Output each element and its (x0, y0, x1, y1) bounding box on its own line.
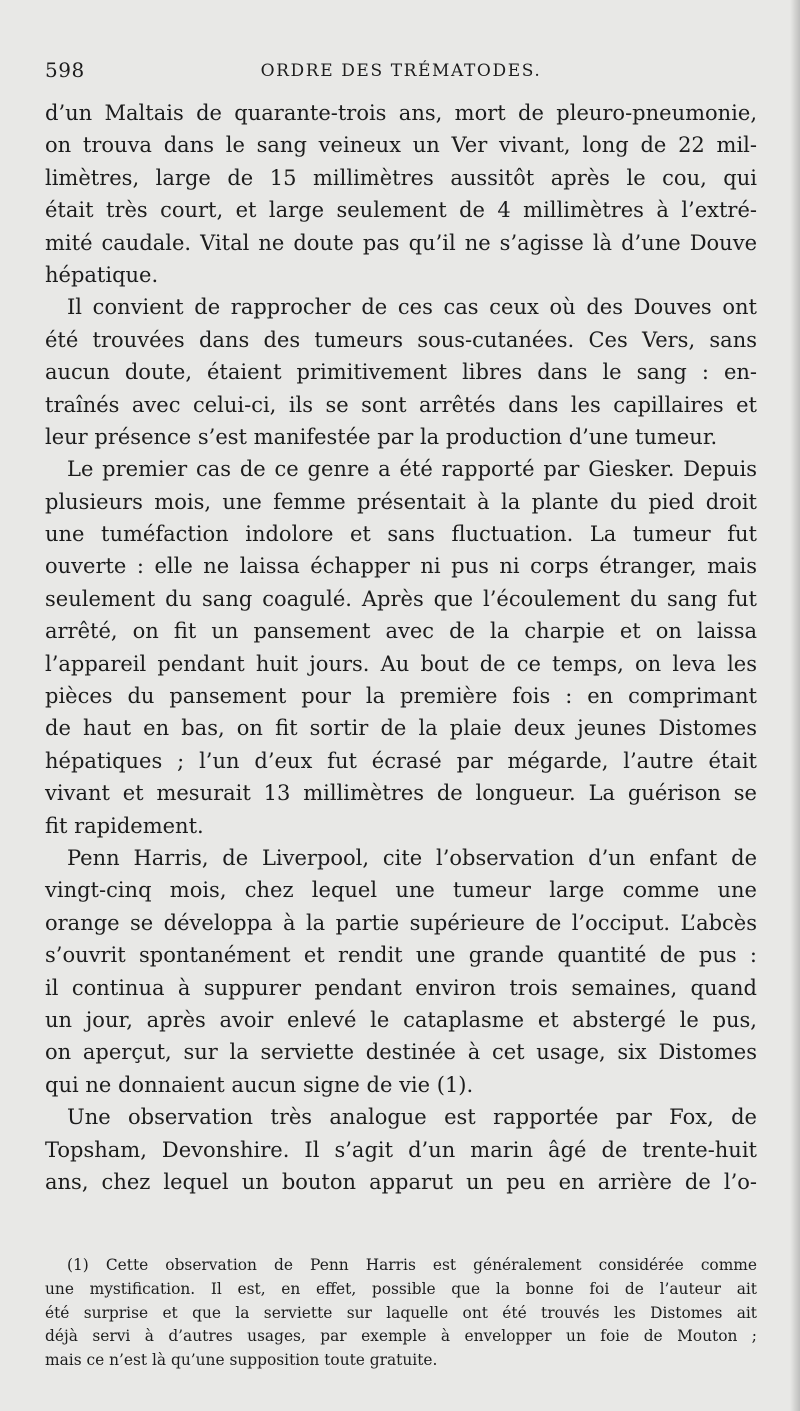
text-line: l’appareil pendant huit jours. Au bout de ce temps, on leva les (45, 651, 757, 676)
text-line: plusieurs mois, une femme présentait à la plante du pied droit (45, 489, 757, 514)
text-line: vingt-cinq mois, chez lequel une tumeur large comme une (45, 878, 757, 903)
footnote-line: (1) Cette observation de Penn Harris est généralement considérée comme (67, 1256, 757, 1274)
text-line: il continua à suppurer pendant environ trois semaines, quand (45, 975, 757, 1000)
page-header (45, 58, 757, 92)
text-line: seulement du sang coagulé. Après que l’écoulement du sang fut (45, 586, 757, 611)
footnote-line: une mystification. Il est, en effet, possible que la bonne foi de l’auteur ait (45, 1279, 757, 1298)
text-line: hépatiques ; l’un d’eux fut écrasé par mégarde, l’autre était (45, 748, 757, 773)
text-line: Topsham, Devonshire. Il s’agit d’un marin âgé de trente-huit (45, 1137, 757, 1162)
text-line: était très court, et large seulement de 4 millimètres à l’extré- (45, 198, 757, 223)
footnote-line: déjà servi à d’autres usages, par exemple à envelopper un foie de Mouton ; (45, 1327, 757, 1346)
text-line: Il convient de rapprocher de ces cas ceux où des Douves ont (67, 295, 757, 320)
body-text (45, 97, 757, 1198)
text-line: arrêté, on fit un pansement avec de la charpie et on laissa (45, 619, 757, 644)
text-line: été trouvées dans des tumeurs sous-cutanées. Ces Vers, sans (45, 327, 757, 352)
text-line: pièces du pansement pour la première fois : en comprimant (45, 684, 757, 709)
text-line: on trouva dans le sang veineux un Ver vivant, long de 22 mil- (45, 133, 757, 158)
text-line: qui ne donnaient aucun signe de vie (1). (45, 1072, 474, 1097)
text-line: Le premier cas de ce genre a été rapporté par Giesker. Depuis (67, 457, 757, 482)
text-line: s’ouvrit spontanément et rendit une grande quantité de pus : (45, 943, 757, 968)
text-line: une tuméfaction indolore et sans fluctuation. La tumeur fut (45, 522, 757, 547)
text-line: limètres, large de 15 millimètres aussitôt après le cou, qui (45, 165, 757, 190)
text-line: d’un Maltais de quarante-trois ans, mort de pleuro-pneumonie, (45, 101, 757, 125)
text-line: aucun doute, étaient primitivement libres dans le sang : en- (45, 360, 757, 385)
text-line: leur présence s’est manifestée par la production d’une tumeur. (45, 424, 718, 449)
text-line: fit rapidement. (45, 813, 204, 838)
page-number: 598 (45, 58, 85, 82)
footnote-line: été surprise et que la serviette sur laquelle ont été trouvés les Distomes ait (45, 1303, 757, 1322)
text-line: Une observation très analogue est rapportée par Fox, de (67, 1105, 757, 1130)
text-line: on aperçut, sur la serviette destinée à cet usage, six Distomes (45, 1040, 757, 1065)
page-edge-shadow (790, 0, 800, 1411)
text-line: de haut en bas, on fit sortir de la plaie deux jeunes Distomes (45, 716, 757, 741)
running-title: ORDRE DES TRÉMATODES. (260, 61, 542, 81)
footnote (45, 1254, 757, 1373)
text-line: Penn Harris, de Liverpool, cite l’observation d’un enfant de (67, 845, 757, 870)
text-line: hépatique. (45, 262, 159, 287)
text-line: ouverte : elle ne laissa échapper ni pus ni corps étranger, mais (45, 554, 757, 579)
footnote-line: mais ce n’est là qu’une supposition toute gratuite. (45, 1351, 438, 1370)
text-line: un jour, après avoir enlevé le cataplasme et abstergé le pus, (45, 1007, 757, 1032)
text-line: ans, chez lequel un bouton apparut un peu en arrière de l’o- (45, 1169, 757, 1194)
text-line: orange se développa à la partie supérieure de l’occiput. L’abcès (45, 910, 757, 935)
text-line: mité caudale. Vital ne doute pas qu’il ne s’agisse là d’une Douve (45, 230, 757, 255)
text-line: vivant et mesurait 13 millimètres de longueur. La guérison se (45, 781, 757, 806)
text-line: traînés avec celui-ci, ils se sont arrêtés dans les capillaires et (45, 392, 757, 417)
